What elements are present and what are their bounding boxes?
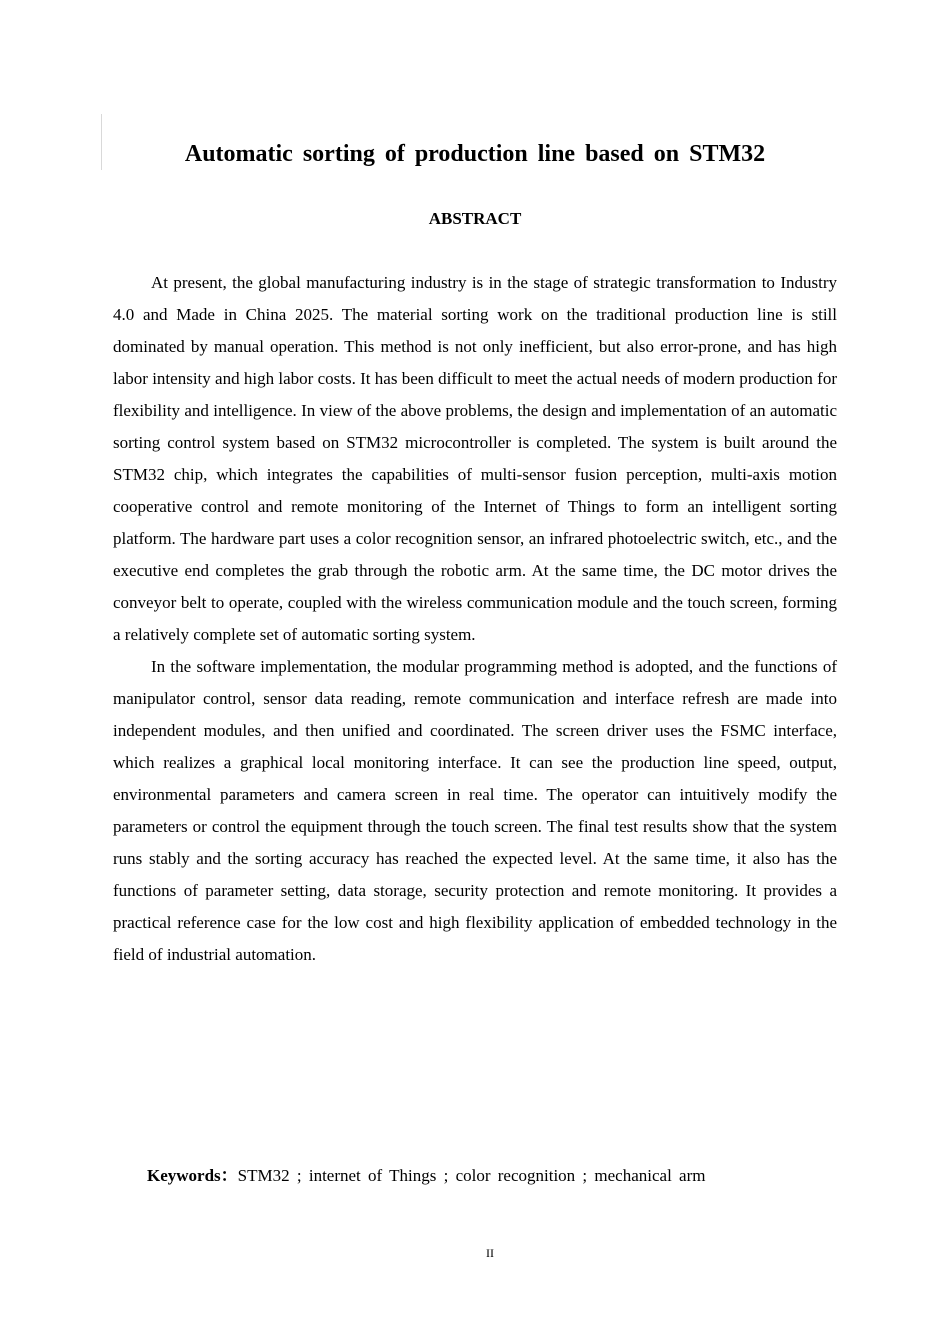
document-title: Automatic sorting of production line based on STM32 [184,141,766,167]
keywords-line [147,1161,847,1191]
abstract-paragraph-2: In the software implementation, the modular programming method is adopted, and the functions of manipulator control, sensor data reading, remote communication and interface refresh are made into independent modules, and then unified and coordinated. The screen driver uses the FSMC interface, which realizes a graphical local monitoring interface. It can see the production line speed, output, environmental parameters and camera screen in real time. The operator can intuitively modify the parameters or control the equipment through the touch screen. The final test results show that the system runs stably and the sorting accuracy has reached the expected level. At the same time, it also has the functions of parameter setting, data storage, security protection and remote monitoring. It provides a practical reference case for the low cost and high flexibility application of embedded technology in the field of industrial automation. [113,657,837,964]
keywords-label: Keywords： [147,1166,238,1185]
abstract-paragraph-1: At present, the global manufacturing industry is in the stage of strategic transformation to Industry 4.0 and Made in China 2025. The material sorting work on the traditional production line is still dominated by manual operation. This method is not only inefficient, but also error-prone, and has high labor intensity and high labor costs. It has been difficult to meet the actual needs of modern production for flexibility and intelligence. In view of the above problems, the design and implementation of an automatic sorting control system based on STM32 microcontroller is completed. The system is built around the STM32 chip, which integrates the capabilities of multi-sensor fusion perception, multi-axis motion cooperative control and remote monitoring of the Internet of Things to form an intelligent sorting platform. The hardware part uses a color recognition sensor, an infrared photoelectric switch, etc., and the executive end completes the grab through the robotic arm. At the same time, the DC motor drives the conveyor belt to operate, coupled with the wireless communication module and the touch screen, forming a relatively complete set of automatic sorting system. [113,273,837,644]
page-number: II [486,1246,494,1260]
abstract-body [113,267,837,971]
keywords-list: STM32 ; internet of Things ; color recognition ; mechanical arm [237,1166,706,1185]
abstract-heading: ABSTRACT [428,209,522,228]
